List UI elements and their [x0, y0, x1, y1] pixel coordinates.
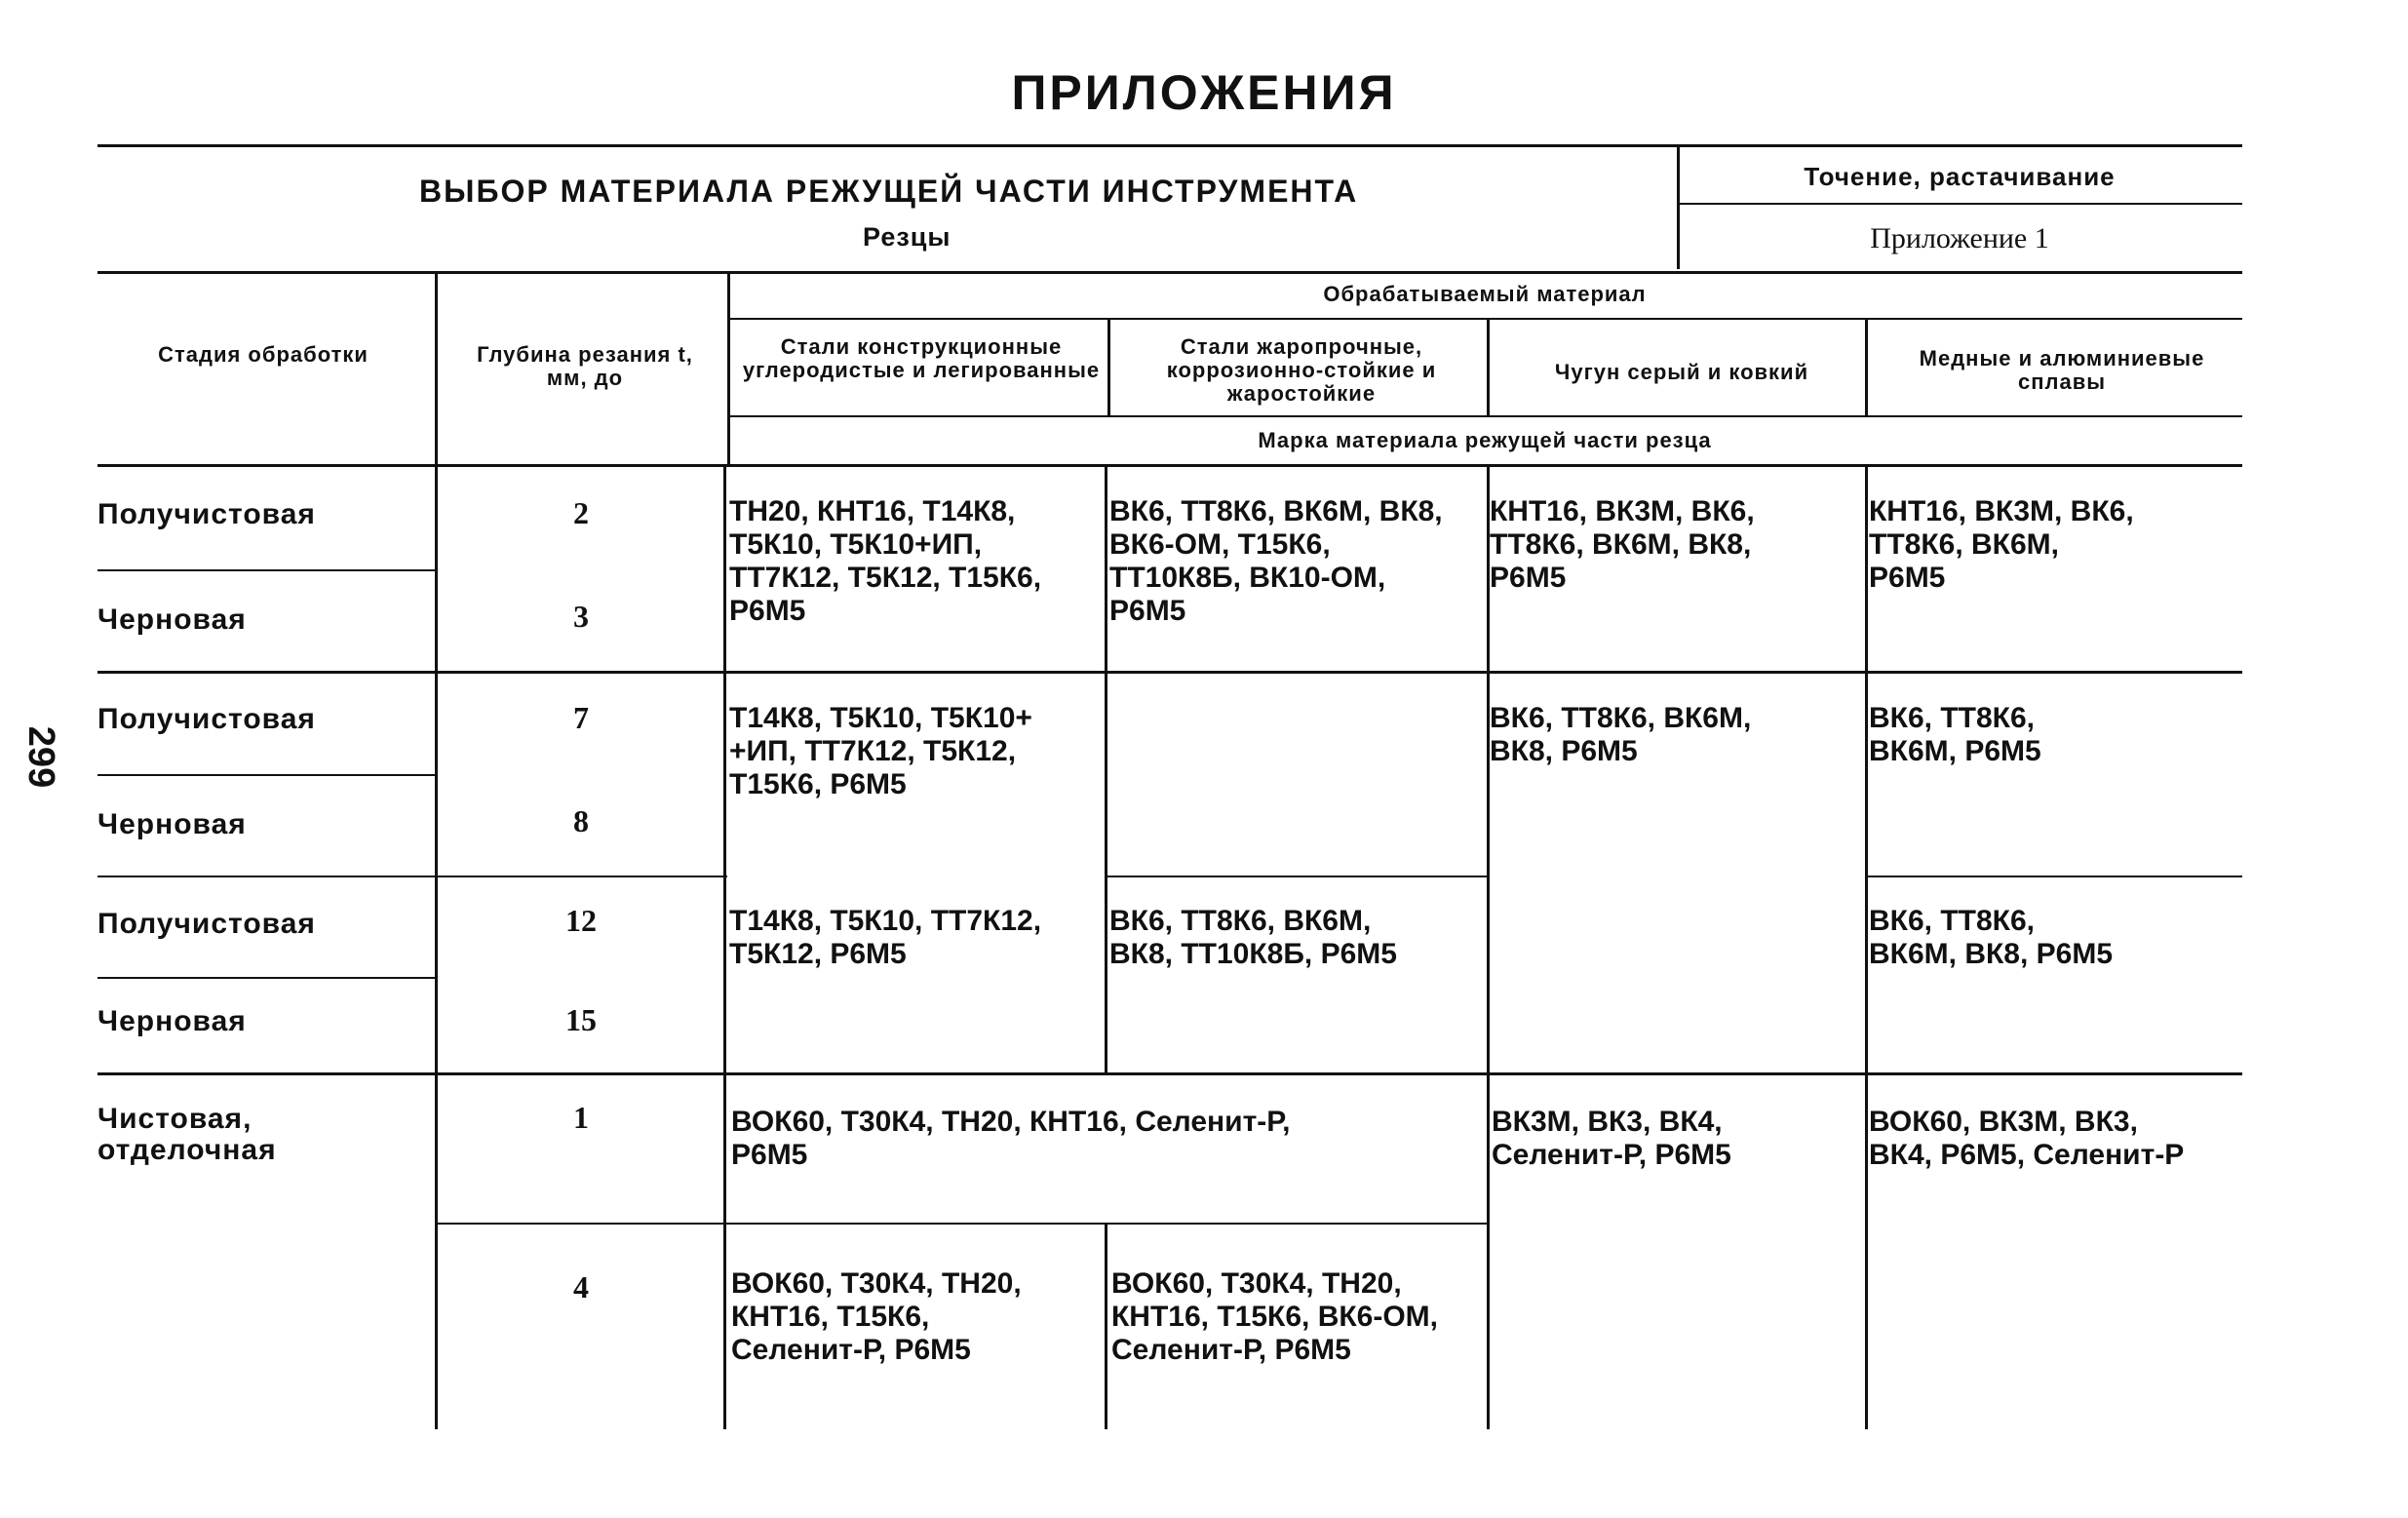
col-depth-header: Глубина резания t, мм, до [477, 342, 693, 390]
material-col-4: Медные и алюминиевые сплавы [1919, 346, 2205, 394]
stage-3: Получистовая [97, 703, 316, 735]
appendix-label: Приложение 1 [1870, 222, 2049, 254]
page-number: 299 [20, 725, 62, 789]
cell-r3-c1: Т14К8, Т5К10, ТТ7К12, Т5К12, Р6М5 [729, 905, 1042, 970]
cell-r1-c4: КНТ16, ВК3М, ВК6, ТТ8К6, ВК6М, Р6М5 [1869, 495, 2134, 594]
depth-3: 7 [573, 700, 589, 735]
row-rule-6 [97, 1072, 2242, 1075]
cell-r2-c3: ВК6, ТТ8К6, ВК6М, ВК8, Р6М5 [1490, 702, 1752, 767]
cell-r1-c1: ТН20, КНТ16, Т14К8, Т5К10, Т5К10+ИП, ТТ7К12, Т5К12, Т15К6, Р6М5 [729, 495, 1042, 627]
row-rule-5 [97, 977, 435, 979]
col-stage-header: Стадия обработки [158, 342, 369, 367]
stage-2: Черновая [97, 603, 247, 636]
material-col-3: Чугун серый и ковкий [1554, 360, 1809, 384]
header-right-rule [1677, 203, 2242, 205]
subtitle: Резцы [863, 222, 952, 252]
stage-4: Черновая [97, 808, 247, 840]
cell-r3-c2: ВК6, ТТ8К6, ВК6М, ВК8, ТТ10К8Б, Р6М5 [1109, 905, 1397, 970]
processed-material-rule [727, 318, 2242, 320]
cell-r5-c1: ВОК60, Т30К4, ТН20, КНТ16, Т15К6, Селенит-Р, Р6М5 [731, 1267, 1022, 1366]
depth-4: 8 [573, 803, 589, 838]
body-vline-c2-bottom [1105, 1223, 1107, 1429]
body-vline-c2-top [1105, 466, 1107, 1072]
tool-grade-rule [727, 415, 2242, 417]
stage-5: Получистовая [97, 908, 316, 940]
row-rule-2 [97, 671, 2242, 674]
row-rule-4a [97, 876, 727, 877]
depth-1: 2 [573, 495, 589, 530]
cell-r1-c2: ВК6, ТТ8К6, ВК6М, ВК8, ВК6-ОМ, Т15К6, ТТ10К8Б, ВК10-ОМ, Р6М5 [1109, 495, 1443, 627]
header-vline-5 [1865, 318, 1868, 415]
header-vline-3 [1107, 318, 1110, 415]
cell-r3-c4: ВК6, ТТ8К6, ВК6М, ВК8, Р6М5 [1869, 905, 2114, 970]
header-vline-4 [1487, 318, 1490, 415]
row-rule-4b [1105, 876, 1487, 877]
depth-6: 15 [565, 1002, 597, 1037]
page-title: ПРИЛОЖЕНИЯ [1011, 65, 1397, 120]
operation-label: Точение, растачивание [1804, 162, 2116, 191]
row-rule-4c [1865, 876, 2242, 877]
header-vline-1 [435, 271, 438, 466]
header-top-rule [97, 144, 2242, 147]
cell-r5-c2: ВОК60, Т30К4, ТН20, КНТ16, Т15К6, ВК6-ОМ, Селенит-Р, Р6М5 [1111, 1267, 1439, 1366]
depth-7: 1 [573, 1100, 589, 1135]
cell-r2-c1: Т14К8, Т5К10, Т5К10+ +ИП, ТТ7К12, Т5К12, Т15К6, Р6М5 [729, 702, 1032, 800]
header-bottom-rule [97, 464, 2242, 467]
material-col-2: Стали жаропрочные, коррозионно-стойкие и жаростойкие [1166, 334, 1437, 406]
table-top-rule [97, 271, 2242, 274]
processed-material-header: Обрабатываемый материал [1323, 282, 1647, 306]
depth-8: 4 [573, 1269, 589, 1304]
row-rule-1 [97, 569, 435, 571]
cell-r4-c4: ВОК60, ВК3М, ВК3, ВК4, Р6М5, Селенит-Р [1869, 1106, 2185, 1171]
tool-grade-header: Марка материала режущей части резца [1258, 428, 1712, 452]
stage-1: Получистовая [97, 498, 316, 530]
main-heading: ВЫБОР МАТЕРИАЛА РЕЖУЩЕЙ ЧАСТИ ИНСТРУМЕНТА [419, 174, 1359, 209]
depth-2: 3 [573, 599, 589, 634]
cell-r4-c12: ВОК60, Т30К4, ТН20, КНТ16, Селенит-Р, Р6М5 [731, 1106, 1291, 1171]
cell-r4-c3: ВК3М, ВК3, ВК4, Селенит-Р, Р6М5 [1492, 1106, 1731, 1171]
body-vline-c3 [1487, 466, 1490, 1429]
stage-6: Черновая [97, 1005, 247, 1037]
material-col-1: Стали конструкционные углеродистые и легированные [742, 334, 1101, 382]
cell-r2-c4: ВК6, ТТ8К6, ВК6М, Р6М5 [1869, 702, 2041, 767]
body-vline-c4 [1865, 466, 1868, 1429]
row-rule-3 [97, 774, 435, 776]
depth-5: 12 [565, 903, 597, 938]
stage-7: Чистовая, отделочная [97, 1103, 277, 1166]
row-rule-7 [435, 1223, 1487, 1225]
cell-r1-c3: КНТ16, ВК3М, ВК6, ТТ8К6, ВК6М, ВК8, Р6М5 [1490, 495, 1755, 594]
